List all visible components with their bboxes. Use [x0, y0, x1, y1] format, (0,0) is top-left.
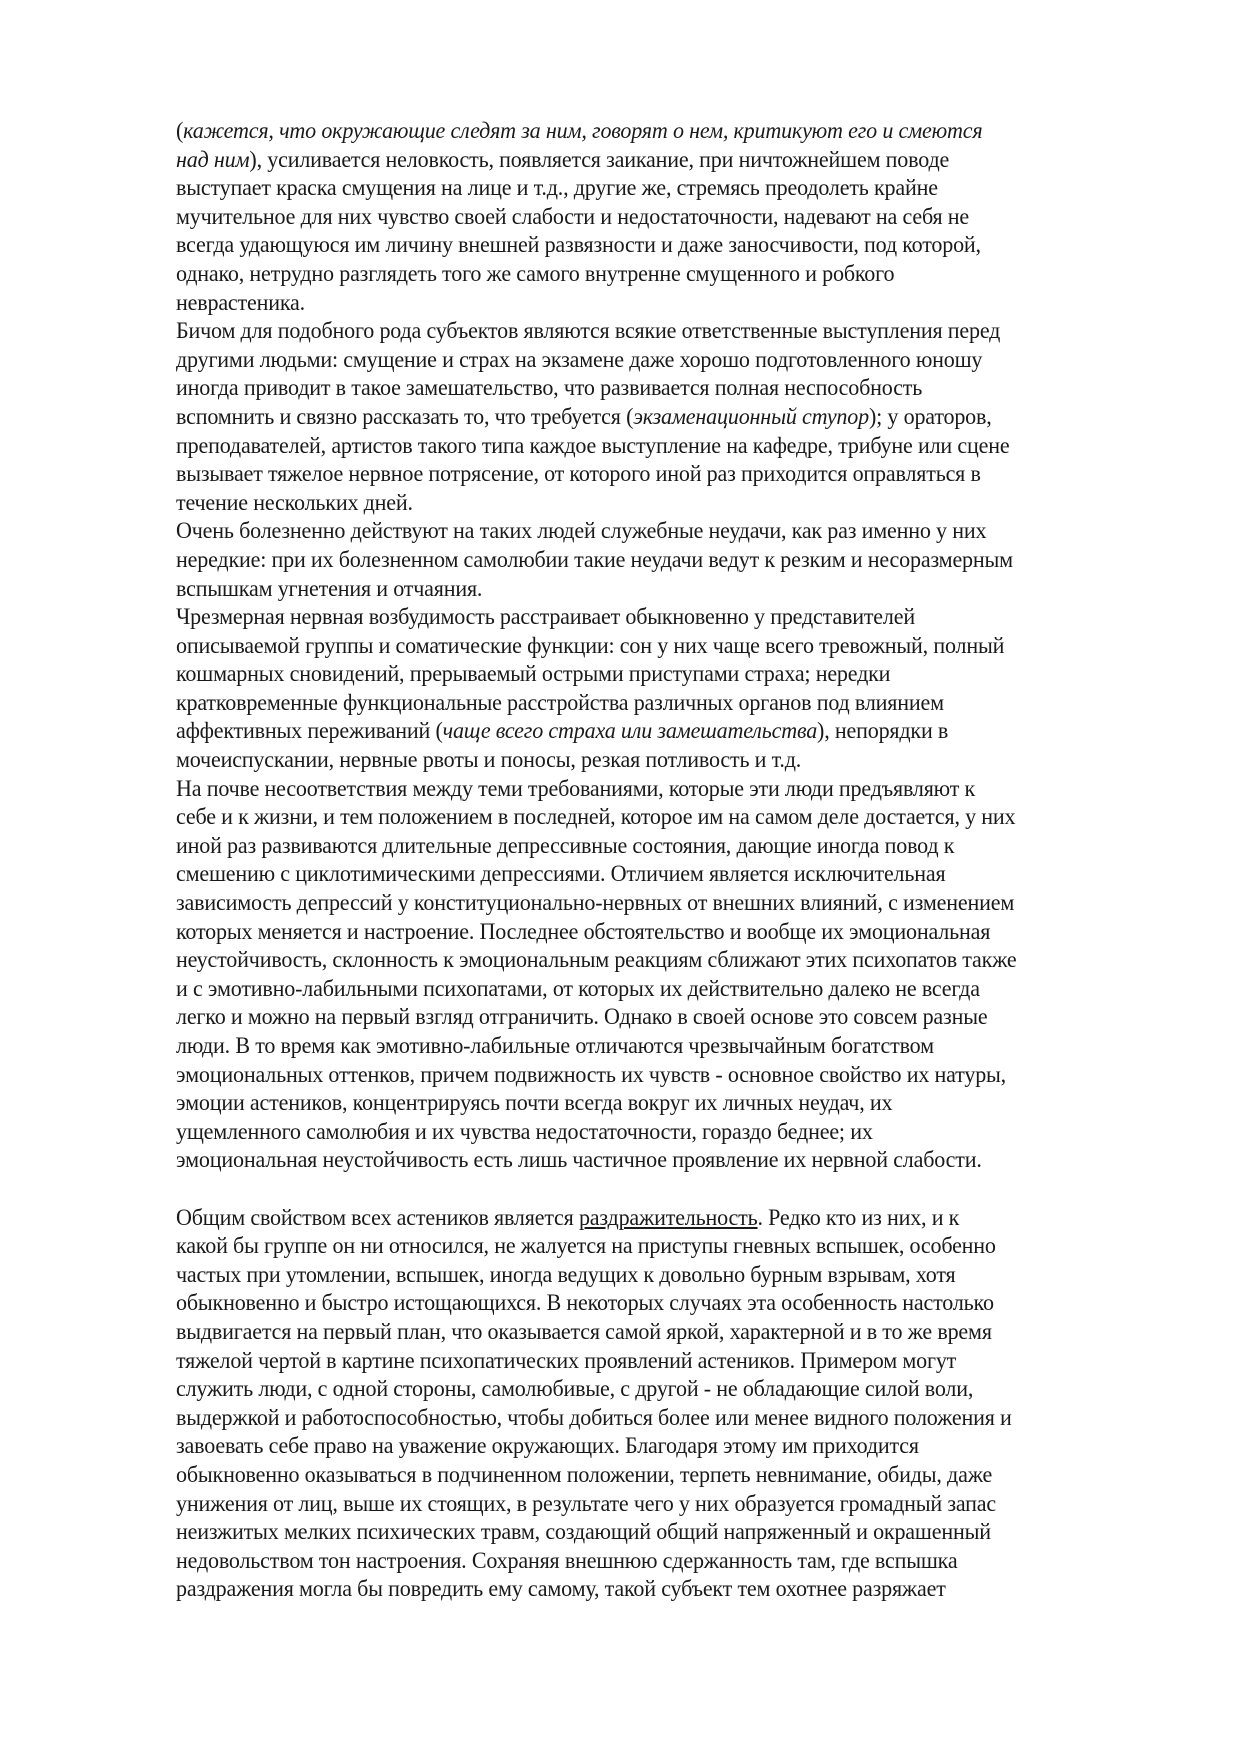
text-run: другими людьми: смущение и страх на экзамене даже хорошо подготовленного юношу	[176, 346, 983, 372]
text-run: описываемой группы и соматические функции: сон у них чаще всего тревожный, полный	[176, 632, 1005, 658]
text-run: Очень болезненно действуют на таких людей служебные неудачи, как раз именно у них	[176, 518, 987, 544]
text-run: неизжитых мелких психических травм, создающий общий напряженный и окрашенный	[176, 1519, 991, 1545]
text-run: выдержкой и работоспособностью, чтобы добиться более или менее видного положения и	[176, 1404, 1012, 1430]
text-run: нередкие: при их болезненном самолюбии такие неудачи ведут к резким и несоразмерным	[176, 546, 1013, 572]
text-run: завоевать себе право на уважение окружающих. Благодаря этому им приходится	[176, 1433, 919, 1459]
text-run: (	[176, 118, 184, 143]
text-line	[176, 489, 1117, 518]
text-run: однако, нетрудно разглядеть того же самого внутренне смущенного и робкого	[176, 260, 895, 286]
text-run: недовольством тон настроения. Сохраняя внешнюю сдержанность там, где вспышка	[176, 1547, 958, 1573]
text-run: выдвигается на первый план, что оказывается самой яркой, характерной и в то же время	[176, 1318, 992, 1344]
text-line	[176, 975, 1117, 1004]
document-page	[176, 117, 1117, 1604]
text-line	[176, 832, 1117, 861]
text-line	[176, 1432, 1117, 1461]
text-line	[176, 1404, 1117, 1433]
text-line	[176, 746, 1117, 775]
text-run: кратковременные функциональные расстройства различных органов под влиянием	[176, 689, 944, 715]
text-line	[176, 689, 1117, 718]
text-line	[176, 1318, 1117, 1347]
text-line	[176, 1490, 1117, 1519]
text-run: обыкновенно оказываться в подчиненном положении, терпеть невнимание, обиды, даже	[176, 1461, 993, 1487]
text-line	[176, 403, 1117, 432]
text-run: иногда приводит в такое замешательство, что развивается полная неспособность	[176, 375, 923, 401]
text-line	[176, 1261, 1117, 1290]
text-line	[176, 1089, 1117, 1118]
text-line	[176, 946, 1117, 975]
text-run: унижения от лиц, выше их стоящих, в результате чего у них образуется громадный запас	[176, 1490, 997, 1516]
text-run: и с эмотивно-лабильными психопатами, от которых их действительно далеко не всегда	[176, 975, 980, 1001]
italic-text: кажется, что окружающие следят за ним, говорят о нем, критикуют его и смеются	[183, 118, 983, 143]
text-run: ); у ораторов,	[868, 403, 992, 429]
text-run: люди. В то время как эмотивно-лабильные отличаются чрезвычайным богатством	[176, 1033, 934, 1058]
text-line	[176, 1032, 1117, 1061]
text-line	[176, 203, 1117, 232]
text-run: которых меняется и настроение. Последнее обстоятельство и вообще их эмоциональная	[176, 918, 991, 944]
text-run: смешению с циклотимическими депрессиями. Отличием является исключительная	[176, 861, 946, 887]
text-run: легко и можно на первый взгляд отграничить. Однако в своей основе это совсем разные	[176, 1004, 988, 1030]
text-line	[176, 775, 1117, 804]
text-line	[176, 346, 1117, 375]
text-run: эмоции астеников, концентрируясь почти всегда вокруг их личных неудач, их	[176, 1090, 893, 1116]
text-line	[176, 603, 1117, 632]
text-run: Общим свойством всех астеников является	[176, 1204, 579, 1230]
text-line	[176, 1118, 1117, 1147]
text-line	[176, 575, 1117, 604]
blank-line	[176, 1175, 1117, 1204]
text-run: иной раз развиваются длительные депрессивные состояния, дающие иногда повод к	[176, 832, 955, 858]
text-line	[176, 1518, 1117, 1547]
text-line	[176, 1347, 1117, 1376]
text-run: неврастеника.	[176, 289, 305, 315]
text-run: мочеиспускании, нервные рвоты и поносы, резкая потливость и т.д.	[176, 747, 802, 773]
text-line	[176, 918, 1117, 947]
underlined-term: раздражительность	[578, 1204, 758, 1230]
text-line	[176, 660, 1117, 689]
text-line	[176, 260, 1117, 289]
text-line	[176, 460, 1117, 489]
text-line	[176, 889, 1117, 918]
text-run: обыкновенно и быстро истощающихся. В некоторых случаях эта особенность настолько	[176, 1290, 994, 1316]
text-run: какой бы группе он ни относился, не жалуется на приступы гневных вспышек, особенно	[176, 1233, 996, 1259]
text-run: раздражения могла бы повредить ему самому, такой субъект тем охотнее разряжает	[176, 1576, 946, 1602]
text-line	[176, 1375, 1117, 1404]
text-line	[176, 432, 1117, 461]
text-run: эмоциональных оттенков, причем подвижность их чувств - основное свойство их натуры,	[176, 1061, 1007, 1087]
text-run: всегда удающуюся им личину внешней развязности и даже заносчивости, под которой,	[176, 232, 981, 258]
text-line	[176, 1061, 1117, 1090]
text-run: выступает краска смущения на лице и т.д., другие же, стремясь преодолеть крайне	[176, 175, 938, 201]
text-line	[176, 517, 1117, 546]
text-line	[176, 1232, 1117, 1261]
text-run: . Редко кто из них, и к	[757, 1204, 960, 1230]
italic-text: над ним	[176, 146, 250, 172]
text-run: вспышкам угнетения и отчаяния.	[176, 575, 483, 601]
text-line	[176, 1289, 1117, 1318]
text-run: вызывает тяжелое нервное потрясение, от которого иной раз приходится оправляться в	[176, 461, 981, 487]
text-line	[176, 174, 1117, 203]
text-run: Чрезмерная нервная возбудимость расстраивает обыкновенно у представителей	[176, 604, 915, 630]
text-line	[176, 1575, 1117, 1604]
text-run: аффективных переживаний (	[176, 718, 443, 744]
text-run: На почве несоответствия между теми требованиями, которые эти люди предъявляют к	[176, 775, 976, 801]
text-line	[176, 1204, 1117, 1233]
text-run: преподавателей, артистов такого типа каждое выступление на кафедре, трибуне или сцене	[176, 432, 1010, 458]
text-line	[176, 717, 1117, 746]
text-line	[176, 1146, 1117, 1175]
text-line	[176, 374, 1117, 403]
text-line	[176, 289, 1117, 318]
text-line	[176, 231, 1117, 260]
text-line	[176, 1003, 1117, 1032]
text-run: неустойчивость, склонность к эмоциональным реакциям сближают этих психопатов также	[176, 947, 1017, 973]
text-run: тяжелой чертой в картине психопатических проявлений астеников. Примером могут	[176, 1347, 957, 1373]
text-line	[176, 1461, 1117, 1490]
text-line	[176, 117, 1117, 146]
text-run: ), усиливается неловкость, появляется заикание, при ничтожнейшем поводе	[249, 146, 950, 172]
text-run: себе и к жизни, и тем положением в последней, которое им на самом деле достается, у них	[176, 804, 1016, 830]
text-line	[176, 317, 1117, 346]
text-run: мучительное для них чувство своей слабости и недостаточности, надевают на себя не	[176, 203, 969, 229]
text-line	[176, 146, 1117, 175]
text-run: вспомнить и связно рассказать то, что требуется (	[176, 403, 634, 429]
text-run: эмоциональная неустойчивость есть лишь частичное проявление их нервной слабости.	[176, 1147, 982, 1173]
text-line	[176, 546, 1117, 575]
italic-text: чаще всего страха или замешательства	[442, 718, 818, 744]
text-run: течение нескольких дней.	[176, 489, 413, 515]
text-line	[176, 803, 1117, 832]
text-run: кошмарных сновидений, прерываемый острыми приступами страха; нередки	[176, 661, 891, 687]
text-run: зависимость депрессий у конституционально-нервных от внешних влияний, с изменением	[176, 890, 1015, 916]
text-run: служить люди, с одной стороны, самолюбивые, с другой - не обладающие силой воли,	[176, 1376, 974, 1402]
text-run: частых при утомлении, вспышек, иногда ведущих к довольно бурным взрывам, хотя	[176, 1261, 956, 1287]
text-line	[176, 632, 1117, 661]
text-run: ущемленного самолюбия и их чувства недостаточности, гораздо беднее; их	[176, 1118, 873, 1144]
text-run: Бичом для подобного рода субъектов являются всякие ответственные выступления перед	[176, 318, 1001, 344]
text-line	[176, 860, 1117, 889]
text-line	[176, 1547, 1117, 1576]
text-run: ), непорядки в	[817, 718, 949, 744]
italic-text: экзаменационный ступор	[633, 403, 869, 429]
